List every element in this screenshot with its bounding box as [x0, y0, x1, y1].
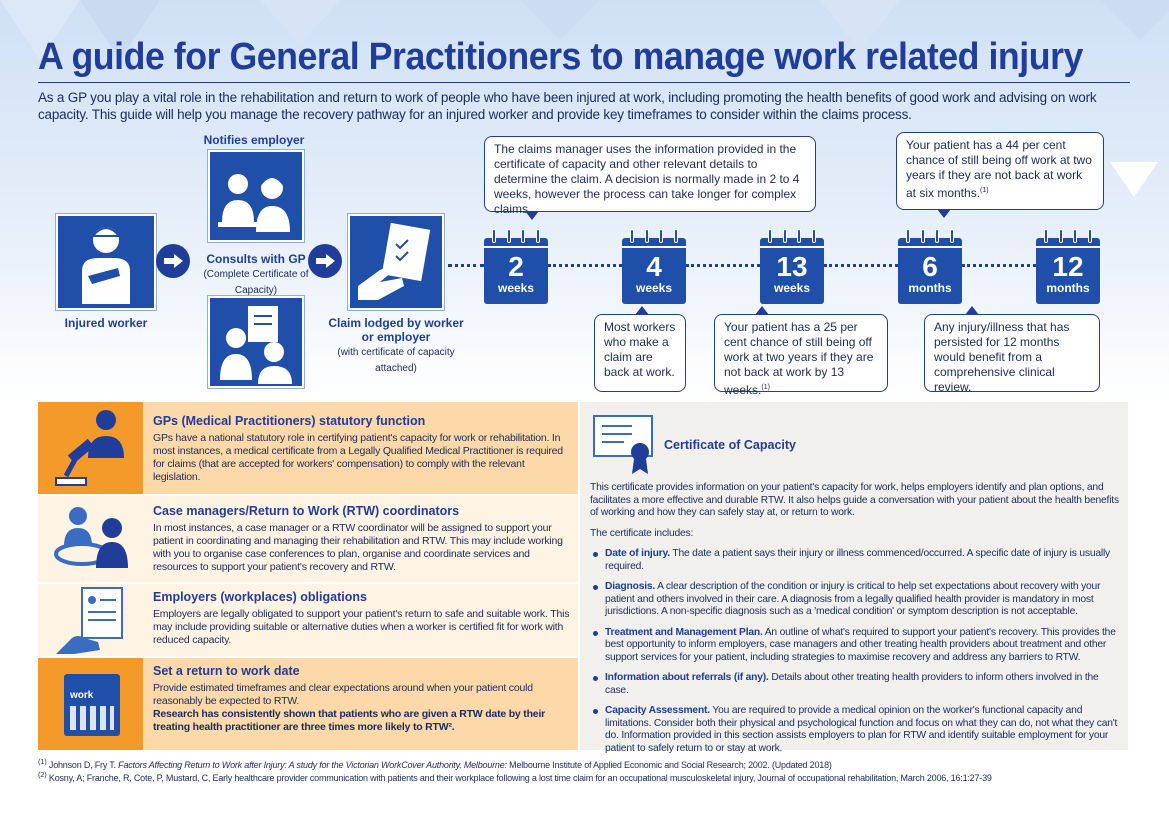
employers-panel [38, 584, 578, 656]
decor-triangle [1110, 162, 1158, 197]
list-item [590, 581, 1120, 619]
panel-title: Set a return to work date [153, 664, 300, 678]
intro-text: As a GP you play a vital role in the rehabilitation and return to work of people who have been injured at work, including promoting the health benefits of good work and advising on work capacity. This guide will help you manage the recovery pathway for an injured worker and provide key timeframes to consider within the claims process. [38, 90, 1097, 122]
six-months-text: Your patient has a 44 per cent chance of still being off work at two years if they are not back at work at six months. [906, 138, 1092, 200]
calendar-unit: weeks [497, 281, 535, 295]
calendar-unit: months [1046, 281, 1090, 295]
footnote-text: Johnson D, Fry T. [48, 760, 119, 770]
item-text: Details about other treating health providers to inform others involved in the case. [605, 672, 1099, 696]
item-term: Capacity Assessment. [605, 705, 710, 716]
footnote-ref: (1) [980, 187, 989, 194]
footnote-text: Kosny, A; Franche, R, Cote, P, Mustard, C, Early healthcare provider communication with patients and their workplace following a lost time claim for an occupational musculoskeletal injury, Journal of occupational rehabilitation, March 2006, 16:1:27-39 [48, 773, 992, 783]
calendar-2-weeks [484, 238, 548, 304]
thirteen-weeks-text: Your patient has a 25 per cent chance of still being off work at two years if they are not back at work by 13 weeks. [724, 320, 874, 397]
panel-text: In most instances, a case manager or a RTW coordinator will be assigned to support your patient in coordinating and managing their rehabilitation and RTW. This may include working with you to organise case conferences to plan, organise and coordinate services and resources to support your patient's recovery and RTW. [153, 522, 563, 573]
calendar-number: 4 [646, 251, 662, 282]
certificate-icon [592, 414, 656, 476]
timeline-connector [548, 264, 622, 267]
calendar-unit: weeks [773, 281, 811, 295]
item-term: Diagnosis. [605, 581, 656, 592]
rtw-date-panel [38, 658, 578, 750]
twelve-months-callout: Any injury/illness that has persisted for 12 months would benefit from a comprehensive clinical review. [924, 314, 1100, 392]
timeline-connector [962, 264, 1036, 267]
certificate-items [590, 548, 1120, 755]
document-hand-icon [38, 584, 143, 656]
certificate-intro: This certificate provides information on your patient's capacity for work, helps employers identify and plan options, and facilitates a more effective and durable RTW. It also helps guide a conversation with your patient about the health benefits of working and how they can safely stay at, or return to work. [590, 482, 1119, 518]
item-text: You are required to provide a medical opinion on the worker's functional capacity and limitations. Consider both their physical and psychological function and focus on what they can do, not what they can't do. Information provided in this section assists employers to plan for RTW and identify suitable employment for your patient to safely return to or stay at work. [605, 705, 1118, 754]
panel-text: Provide estimated timeframes and clear expectations around when your patient could reasonably be expected to RTW. [153, 682, 533, 707]
certificate-panel [580, 402, 1128, 754]
timeline-connector [824, 264, 898, 267]
injured-worker-label: Injured worker [64, 316, 148, 330]
certificate-includes: The certificate includes: [590, 527, 694, 539]
item-term: Treatment and Management Plan. [605, 626, 763, 638]
gp-consultation-icon [208, 296, 304, 388]
claim-lodged-label [328, 316, 464, 376]
work-label: work [70, 690, 94, 701]
list-item [590, 548, 1120, 573]
gavel-doctor-icon [38, 402, 143, 494]
item-term: Date of injury. [605, 548, 670, 559]
claim-lodged-subtitle: (with certificate of capacity attached) [337, 347, 455, 374]
item-term: Information about referrals (if any). [605, 672, 769, 683]
calendar-4-weeks [622, 238, 686, 304]
panel-text: Employers are legally obligated to support your patient's return to safe and suitable work. This may include providing suitable or alternative duties when a worker is certified fit for work with reduced capacity. [153, 608, 570, 646]
footnote-1 [38, 757, 832, 770]
six-months-callout [896, 132, 1104, 210]
injured-worker-icon [56, 214, 156, 310]
thirteen-weeks-callout [714, 314, 888, 397]
panel-text: GPs have a national statutory role in certifying patient's capacity for work or rehabilitation. In most instances, a medical certificate from a Legally Qualified Medical Practitioner is required for claims (that are accepted for workers' compensation) to comply with the relevant legislation. [153, 432, 563, 483]
consults-gp-label [196, 252, 316, 298]
arrow-right-icon [308, 244, 342, 278]
employer-meeting-icon [208, 150, 304, 242]
item-text: A clear description of the condition or injury is critical to help set expectations about recovery with your patient and others involved in their care. A diagnosis from a legally qualified health provider is mandatory in most jurisdictions. A non-specific diagnosis such as a 'medical condition' or symptom description is not acceptable. [605, 581, 1101, 617]
footnote-mark: (2) [38, 770, 47, 779]
list-item [590, 672, 1120, 697]
panel-title: Case managers/Return to Work (RTW) coordinators [153, 504, 460, 518]
calendar-6-months [898, 238, 962, 304]
case-managers-panel [38, 496, 578, 582]
footnote-2 [38, 770, 992, 783]
panel-research-text: Research has consistently shown that patients who are given a RTW date by their treating health practitioner are three times more likely to RTW². [153, 708, 546, 733]
arrow-right-icon [156, 244, 190, 278]
footnote-mark: (1) [38, 757, 47, 766]
panel-title: Employers (workplaces) obligations [153, 590, 367, 604]
footnote-italic: Factors Affecting Return to Work after Injury: A study for the Victorian WorkCover Authority. Melbourne: [118, 760, 507, 770]
certificate-title: Certificate of Capacity [664, 438, 796, 452]
decor-triangle [1100, 0, 1169, 40]
title-divider [38, 82, 1130, 83]
item-text: The date a patient says their injury or illness commenced/occurred. A specific date of injury is usually required. [605, 548, 1110, 572]
calendar-unit: weeks [635, 281, 673, 295]
timeline-connector [686, 264, 760, 267]
four-weeks-callout: Most workers who make a claim are back at work. [594, 314, 686, 392]
work-calendar-icon [38, 658, 143, 750]
list-item [590, 627, 1120, 665]
calendar-12-months [1036, 238, 1100, 304]
page-title: A guide for General Practitioners to manage work related injury [38, 36, 1083, 78]
footnote-text: Melbourne Institute of Applied Economic and Social Research; 2002. (Updated 2018) [506, 760, 832, 770]
gp-statutory-panel [38, 402, 578, 494]
item-text: An outline of what's required to support your patient's recovery. This provides the best opportunity to inform employers, case managers and other treating health providers about treatment and other support services for your patient, including strategies to maximise recovery and address any barriers to RTW. [605, 626, 1116, 663]
notifies-employer-label: Notifies employer [203, 133, 305, 147]
calendar-unit: months [908, 281, 952, 295]
consults-gp-subtitle: (Complete Certificate of Capacity) [203, 269, 309, 296]
calendar-number: 2 [508, 251, 524, 282]
calendar-number: 13 [776, 251, 808, 282]
case-manager-icon [38, 496, 143, 582]
decor-triangle [520, 0, 600, 40]
timeline-connector [448, 264, 484, 267]
claim-lodged-title: Claim lodged by worker or employer [328, 316, 464, 344]
footnote-ref: (1) [761, 384, 770, 391]
calendar-13-weeks [760, 238, 824, 304]
claim-form-icon [348, 214, 444, 310]
list-item [590, 705, 1120, 755]
calendar-number: 6 [922, 251, 938, 282]
panel-title: GPs (Medical Practitioners) statutory function [153, 414, 426, 428]
consults-gp-title: Consults with GP [206, 252, 306, 266]
calendar-number: 12 [1052, 251, 1084, 282]
claims-manager-callout: The claims manager uses the information provided in the certificate of capacity and other relevant details to determine the claim. A decision is normally made in 2 to 4 weeks, however the process can take longer for complex claims. [484, 136, 816, 212]
